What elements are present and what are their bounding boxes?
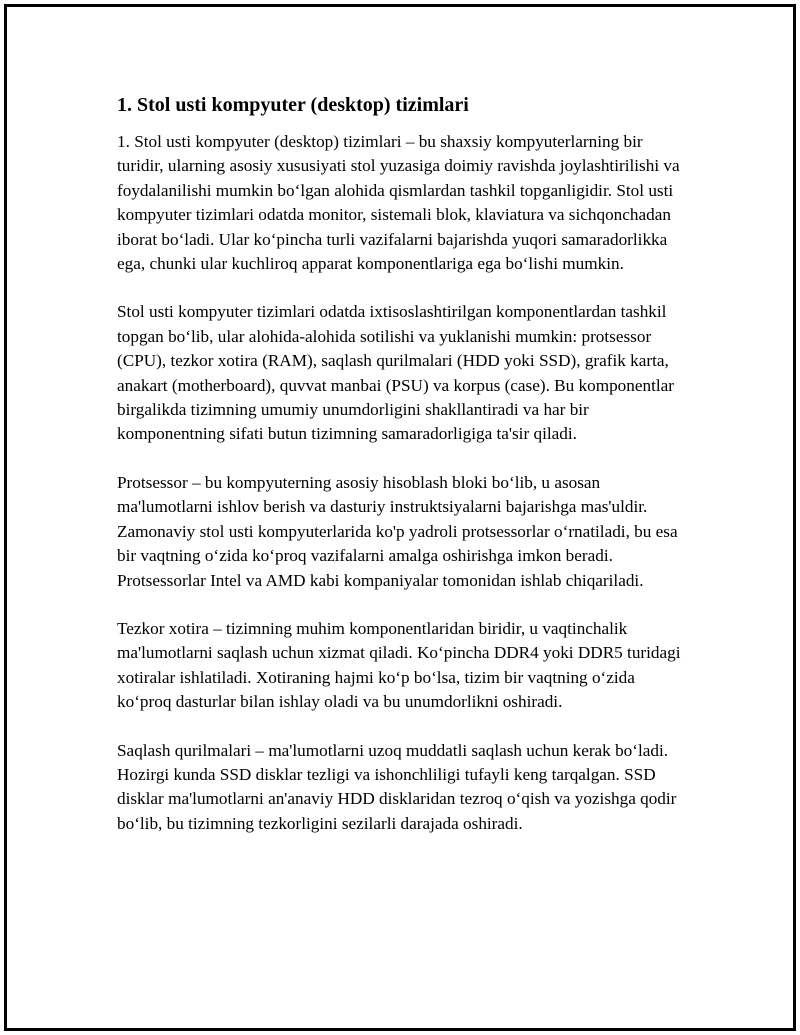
- paragraph-storage: Saqlash qurilmalari – ma'lumotlarni uzoq muddatli saqlash uchun kerak bo‘ladi. Hozirgi kunda SSD disklar tezligi va ishonchliligi tufayli keng tarqalgan. SSD disklar ma'lumotlarni an'anaviy HDD disklaridan tezroq o‘qish va yozishga qodir bo‘lib, bu tizimning tezkorligini sezilarli darajada oshiradi.: [117, 740, 677, 833]
- document-title: 1. Stol usti kompyuter (desktop) tizimlari: [117, 94, 469, 116]
- paragraph-components: Stol usti kompyuter tizimlari odatda ixtisoslashtirilgan komponentlardan tashkil topgan bo‘lib, ular alohida-alohida sotilishi va yuklanishi mumkin: protsessor (CPU), tezkor xotira (RAM), saqlash qurilmalari (HDD yoki SSD), grafik karta, anakart (motherboard), quvvat manbai (PSU) va korpus (case). Bu komponentlar birgalikda tizimning umumiy unumdorligini shakllantiradi va har bir komponentning sifati butun tizimning samaradorligiga ta'sir qiladi.: [117, 302, 674, 444]
- document-body: [117, 92, 692, 860]
- paragraph-intro: 1. Stol usti kompyuter (desktop) tizimlari – bu shaxsiy kompyuterlarning bir turidir, ularning asosiy xususiyati stol yuzasiga doimiy ravishda joylashtirilishi va foydalanilishi mumkin bo‘lgan alohida qismlardan tashkil topganligidir. Stol usti kompyuter tizimlari odatda monitor, sistemali blok, klaviatura va sichqonchadan iborat bo‘ladi. Ular ko‘pincha turli vazifalarni bajarishda yuqori samaradorlikka ega, chunki ular kuchliroq apparat komponentlariga ega bo‘lishi mumkin.: [117, 132, 680, 274]
- paragraph-processor: Protsessor – bu kompyuterning asosiy hisoblash bloki bo‘lib, u asosan ma'lumotlarni ishlov berish va dasturiy instruktsiyalarni bajarishga mas'uldir. Zamonaviy stol usti kompyuterlarida ko'p yadroli protsessorlar o‘rnatiladi, bu esa bir vaqtning o‘zida ko‘proq vazifalarni amalga oshirishga imkon beradi. Protsessorlar Intel va AMD kabi kompaniyalar tomonidan ishlab chiqariladi.: [117, 472, 678, 590]
- paragraph-ram: Tezkor xotira – tizimning muhim komponentlaridan biridir, u vaqtinchalik ma'lumotlarni saqlash uchun xizmat qiladi. Ko‘pincha DDR4 yoki DDR5 turidagi xotiralar ishlatiladi. Xotiraning hajmi ko‘p bo‘lsa, tizim bir vaqtning o‘zida ko‘proq dasturlar bilan ishlay oladi va bu unumdorlikni oshiradi.: [117, 618, 681, 712]
